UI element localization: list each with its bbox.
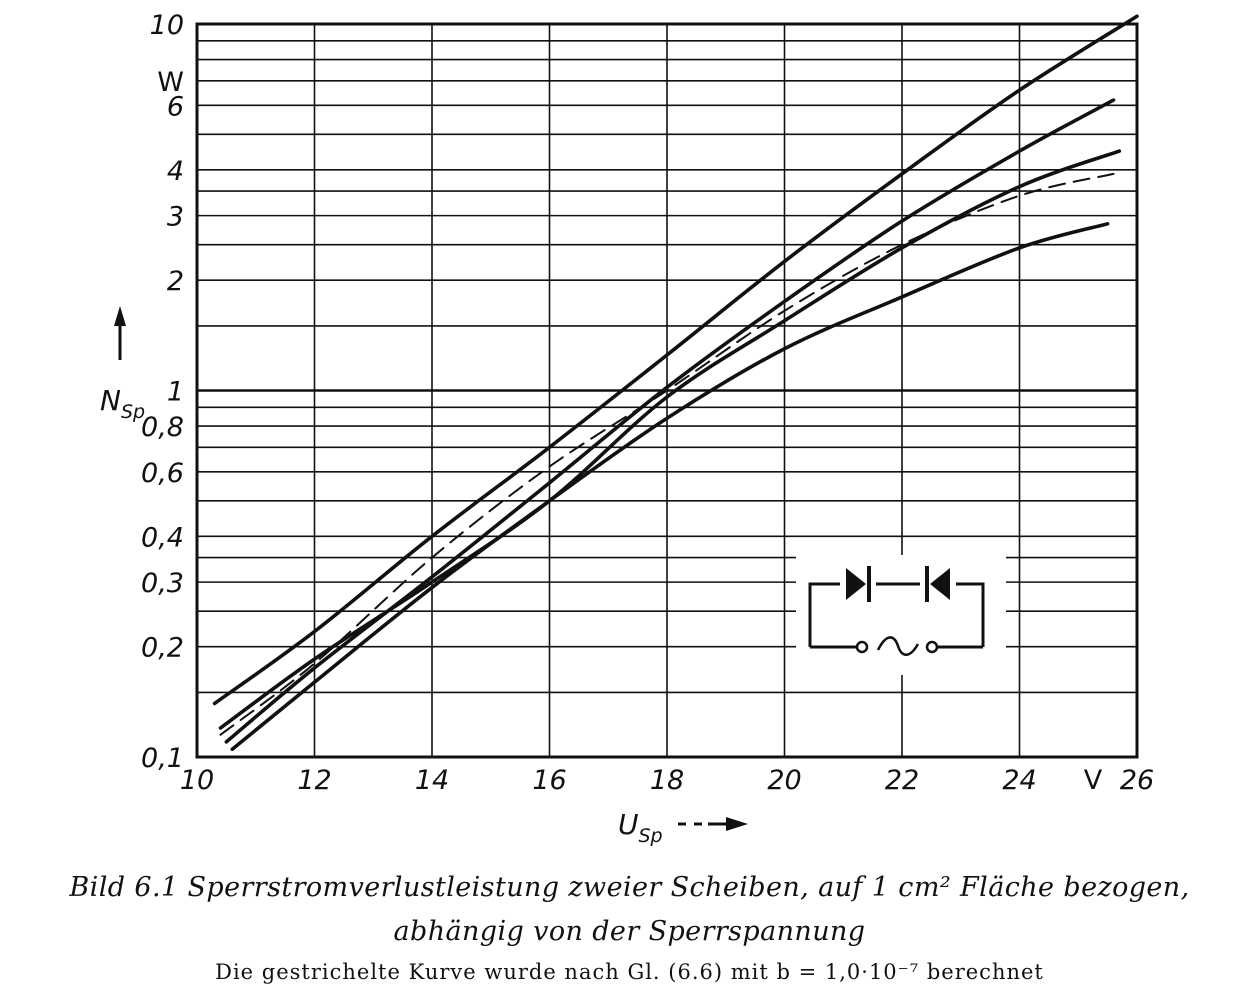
- y-tick-label: 3: [166, 201, 184, 233]
- y-tick-label: 0,2: [141, 632, 184, 664]
- y-tick-label: 4: [166, 155, 184, 187]
- x-axis-label-group: [618, 808, 748, 847]
- circuit-inset: [796, 555, 1006, 675]
- x-tick-label: 22: [884, 765, 920, 796]
- y-tick-label: 0,6: [141, 457, 184, 489]
- x-tick-label: 12: [297, 765, 332, 796]
- y-tick-label: 1: [166, 376, 184, 408]
- y-axis-label-group: [100, 306, 145, 423]
- x-tick-label: 14: [414, 765, 450, 796]
- x-tick-label: 10: [179, 765, 215, 796]
- y-axis-label-sub: Sp: [120, 401, 146, 423]
- y-tick-label: 6: [166, 91, 184, 123]
- x-tick-label: 24: [1002, 765, 1037, 796]
- x-axis-unit: V: [1083, 765, 1103, 796]
- x-axis-arrow-head: [726, 817, 748, 831]
- y-tick-label: 0,8: [141, 412, 184, 444]
- x-tick-label: 20: [767, 765, 802, 796]
- figure-note: Die gestrichelte Kurve wurde nach Gl. (6.6) mit b = 1,0·10⁻⁷ berechnet: [215, 960, 1044, 984]
- inset-background: [796, 555, 1006, 675]
- caption-line-2: abhängig von der Sperrspannung: [393, 916, 866, 947]
- y-axis-label-main: N: [100, 384, 121, 417]
- y-axis-label: [100, 384, 145, 423]
- caption-line-1: Bild 6.1 Sperrstromverlustleistung zweier Scheiben, auf 1 cm² Fläche bezogen,: [69, 872, 1190, 903]
- x-tick-label: 26: [1119, 765, 1155, 796]
- y-tick-label: 2: [166, 266, 184, 298]
- x-axis-label-sub: Sp: [638, 825, 663, 847]
- x-axis-label-main: U: [618, 808, 639, 841]
- y-tick-label: 10: [149, 10, 184, 41]
- figure-caption: [0, 866, 1259, 954]
- y-axis-unit: W: [157, 66, 184, 98]
- y-tick-label: 0,3: [141, 568, 184, 600]
- x-tick-label: 16: [532, 765, 567, 796]
- y-tick-label: 0,4: [141, 522, 184, 554]
- x-axis-label: [618, 808, 663, 847]
- y-tick-labels: [141, 10, 184, 774]
- x-tick-label: 18: [649, 765, 685, 796]
- y-tick-label: 0,1: [141, 743, 184, 774]
- y-axis-arrow-head: [114, 306, 126, 326]
- x-tick-labels: [180, 765, 1154, 796]
